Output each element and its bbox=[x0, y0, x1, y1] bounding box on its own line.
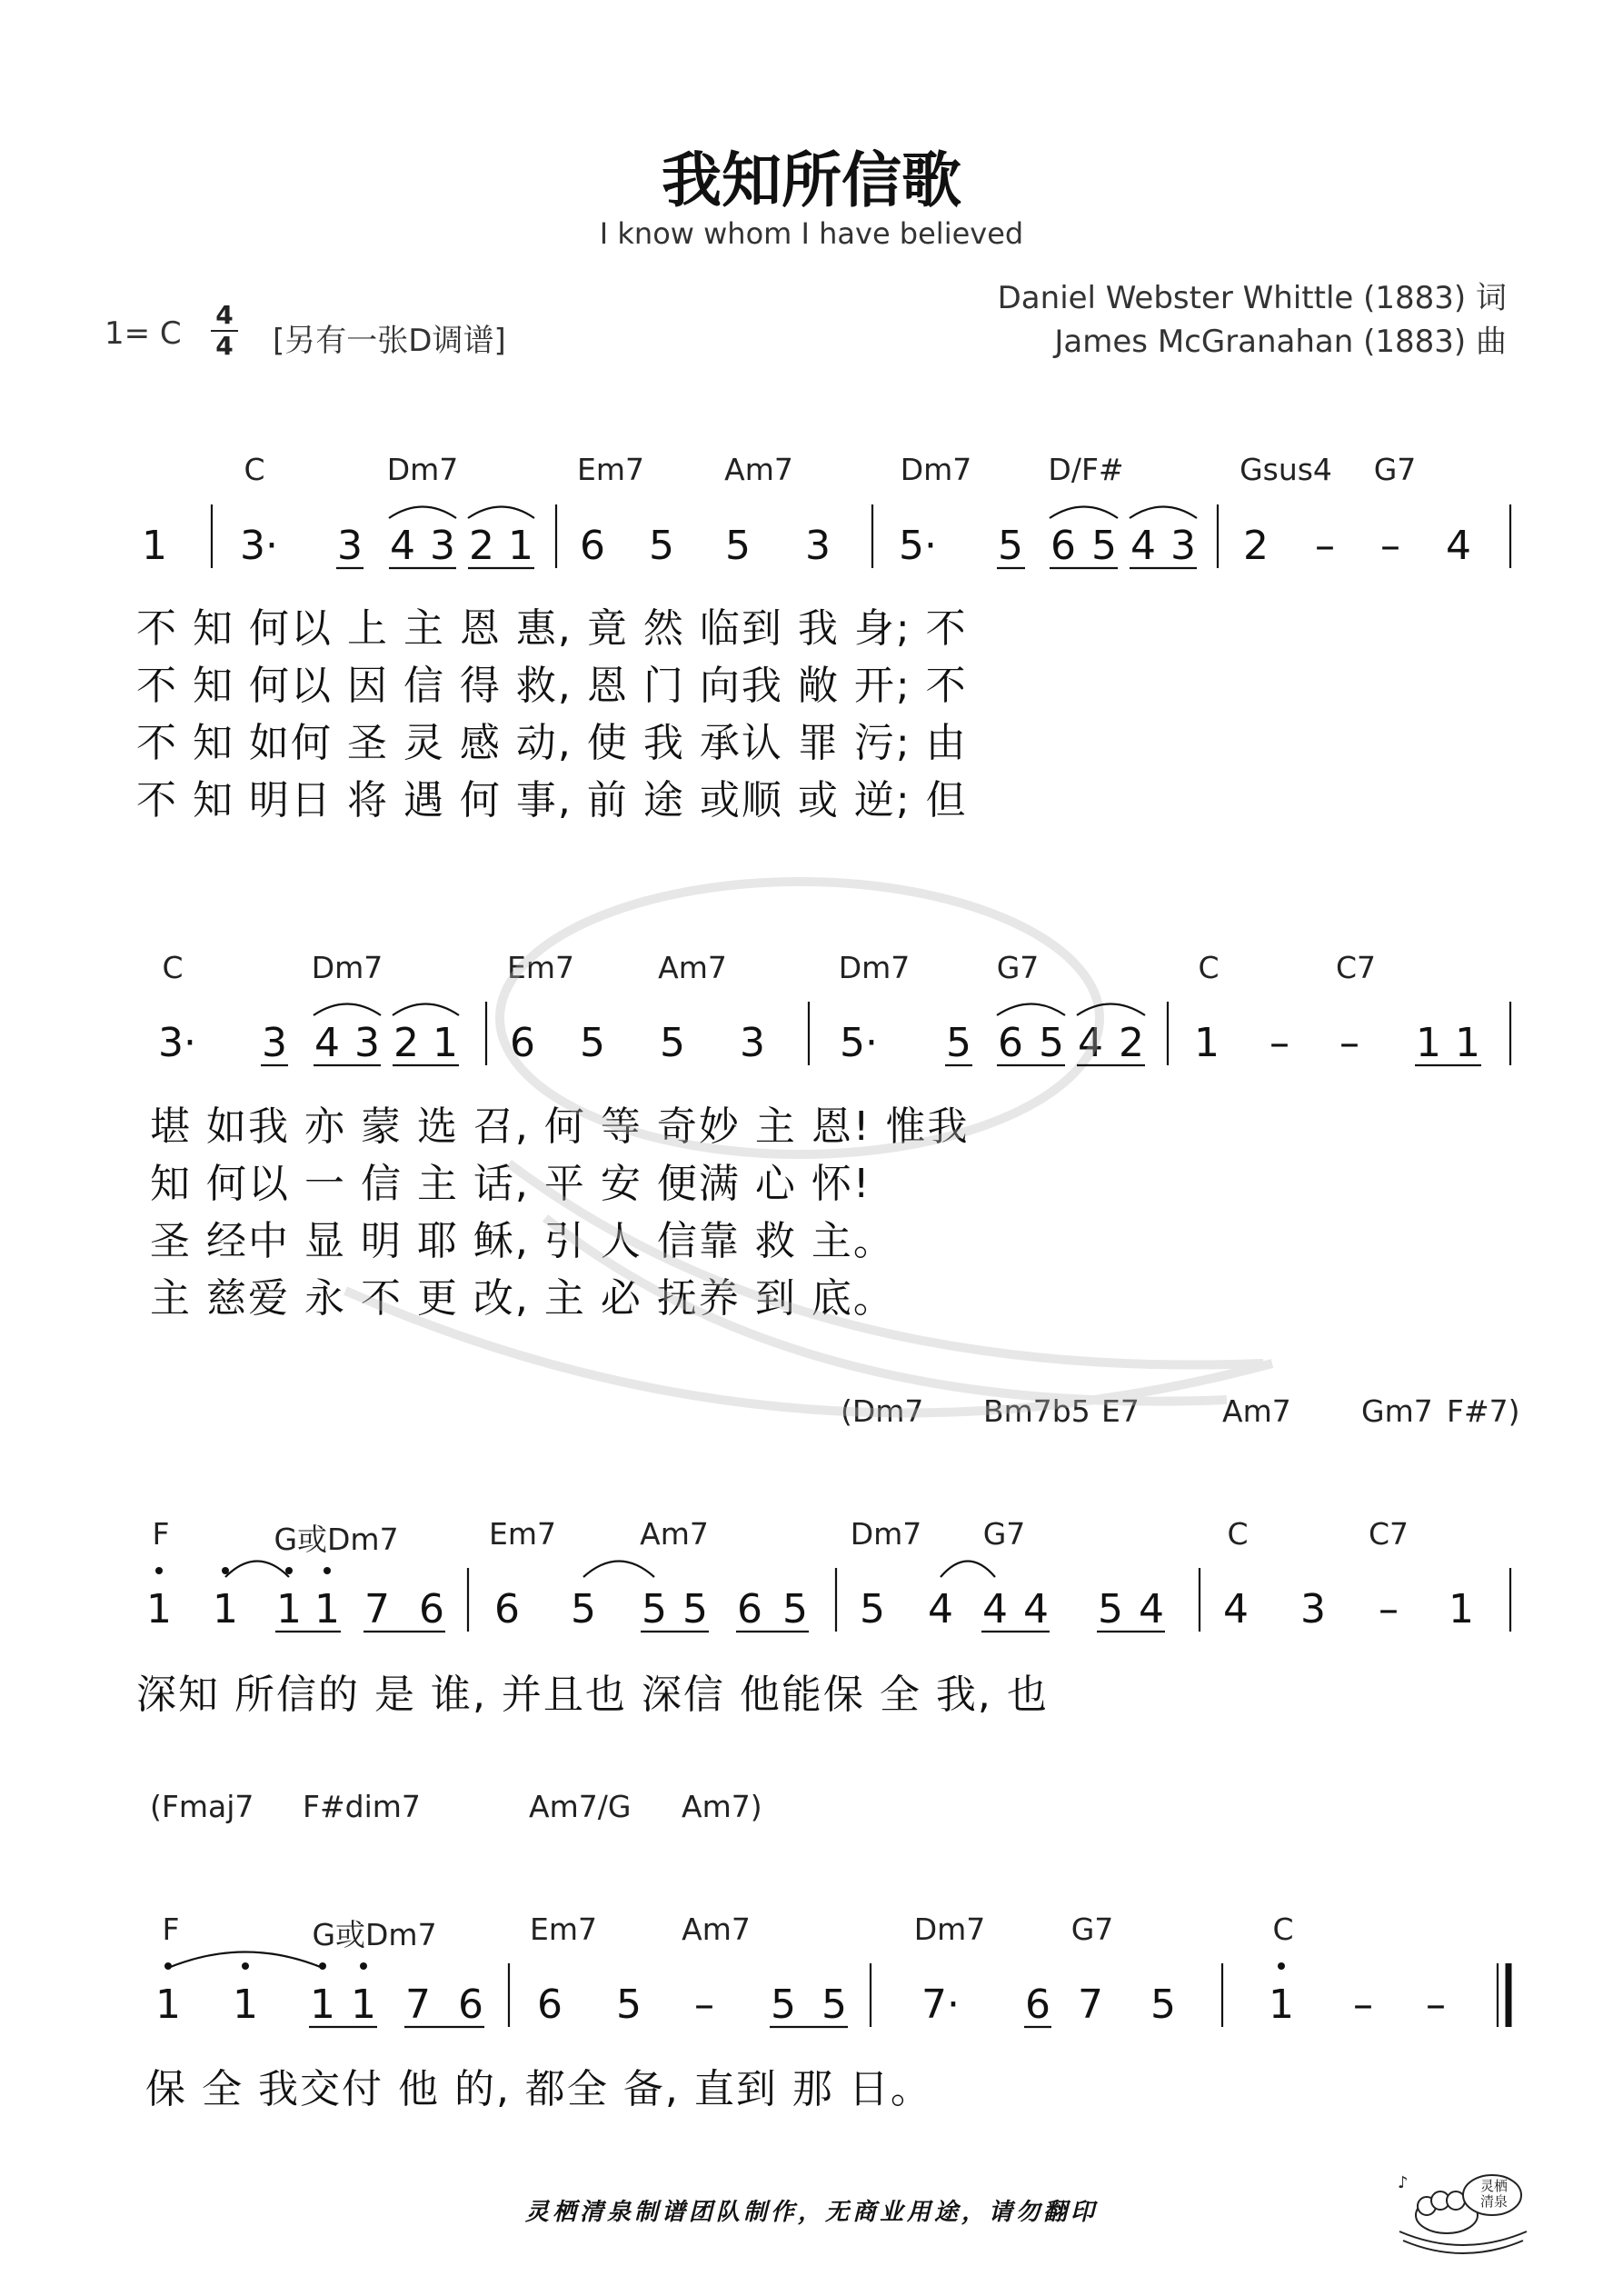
note: 1 bbox=[310, 1982, 335, 2028]
lyric-verse-3: 圣 经中 显 明 耶 稣, 引 人 信靠 救 主。 bbox=[150, 1218, 895, 1264]
note: 1 bbox=[433, 1020, 458, 1066]
note: 1 bbox=[213, 1586, 238, 1632]
note: 5 bbox=[616, 1982, 642, 2028]
lyric-chorus: 深知 所信的 是 谁, 并且也 深信 他能保 全 我, 也 bbox=[136, 1672, 1049, 1718]
note: 3 bbox=[354, 1020, 380, 1066]
note: 5 bbox=[571, 1586, 596, 1632]
chord: Em7 bbox=[577, 452, 644, 487]
note: 4 bbox=[390, 523, 415, 569]
chord: D/F# bbox=[1048, 452, 1124, 487]
note: 7 bbox=[1078, 1982, 1103, 2028]
note: 6 bbox=[458, 1982, 483, 2028]
chord: G7 bbox=[1373, 452, 1417, 487]
alternate-chord: Gm7 bbox=[1361, 1393, 1433, 1429]
note: 3 bbox=[1170, 523, 1196, 569]
alternate-chord: (Dm7 bbox=[841, 1393, 924, 1429]
note: 4 bbox=[928, 1586, 953, 1632]
chord: Am7 bbox=[724, 452, 793, 487]
chord: Dm7 bbox=[311, 950, 383, 985]
alternate-key-note: [另有一张D调谱] bbox=[273, 323, 506, 359]
lyric-verse-2: 不 知 何以 因 信 得 救, 恩 门 向我 敞 开; 不 bbox=[136, 663, 968, 709]
note: 5 bbox=[682, 1586, 708, 1632]
note: 3 bbox=[740, 1020, 765, 1066]
note: 1 bbox=[146, 1586, 172, 1632]
lyric-verse-1: 堪 如我 亦 蒙 选 召, 何 等 奇妙 主 恩! 惟我 bbox=[150, 1103, 970, 1150]
lyric-verse-2: 知 何以 一 信 主 话, 平 安 便满 心 怀! bbox=[150, 1161, 871, 1207]
note: 5 bbox=[580, 1020, 605, 1066]
note: 6 bbox=[537, 1982, 563, 2028]
note: 3 bbox=[337, 523, 363, 569]
note: – bbox=[1379, 1586, 1399, 1632]
note: 3 bbox=[430, 523, 455, 569]
note: 4 bbox=[1223, 1586, 1249, 1632]
chord: Gsus4 bbox=[1240, 452, 1332, 487]
bar-lines bbox=[212, 504, 1510, 2027]
note: 1 bbox=[1416, 1020, 1441, 1066]
note: 4 bbox=[1023, 1586, 1049, 1632]
note: 3· bbox=[158, 1020, 196, 1066]
note: 1 bbox=[314, 1586, 340, 1632]
note: 5 bbox=[649, 523, 674, 569]
song-subtitle: I know whom I have believed bbox=[599, 216, 1024, 251]
ties-and-underlines bbox=[168, 507, 1481, 2028]
chord: Em7 bbox=[489, 1516, 556, 1552]
alternate-chord: Am7 bbox=[1222, 1393, 1291, 1429]
time-signature-top: 4 bbox=[215, 300, 234, 330]
logo-text: 灵栖清泉 bbox=[1479, 2178, 1508, 2210]
chord: Em7 bbox=[530, 1912, 597, 1947]
octave-dots bbox=[155, 1567, 1285, 1970]
alternate-chord: Bm7b5 bbox=[983, 1393, 1090, 1429]
note: – bbox=[694, 1982, 714, 2028]
lyric-verse-1: 不 知 何以 上 主 恩 惠, 竟 然 临到 我 身; 不 bbox=[136, 605, 968, 652]
lyric-verse-3: 不 知 如何 圣 灵 感 动, 使 我 承认 罪 污; 由 bbox=[136, 720, 968, 766]
lyric-verse-4: 不 知 明日 将 遇 何 事, 前 途 或顺 或 逆; 但 bbox=[136, 777, 968, 824]
note: 7· bbox=[921, 1982, 960, 2028]
alternate-chord: E7 bbox=[1101, 1393, 1140, 1429]
chord: C bbox=[1272, 1912, 1294, 1947]
note: 6 bbox=[580, 523, 605, 569]
note: – bbox=[1380, 523, 1400, 569]
chord: F bbox=[162, 1912, 180, 1947]
chord: G或Dm7 bbox=[274, 1522, 399, 1557]
note: 6 bbox=[494, 1586, 520, 1632]
alternate-chord: F#7) bbox=[1447, 1393, 1520, 1429]
chord: G7 bbox=[996, 950, 1040, 985]
time-signature-bottom: 4 bbox=[215, 331, 234, 361]
note: – bbox=[1315, 523, 1335, 569]
watermark bbox=[345, 882, 1272, 1413]
note: 1 bbox=[1269, 1982, 1294, 2028]
chord: C bbox=[162, 950, 184, 985]
note: 1 bbox=[233, 1982, 258, 2028]
chord: Em7 bbox=[507, 950, 574, 985]
note: 5· bbox=[840, 1020, 878, 1066]
note: 1 bbox=[1194, 1020, 1220, 1066]
note: 6 bbox=[998, 1020, 1023, 1066]
footer-copyright: 灵栖清泉制谱团队制作，无商业用途，请勿翻印 bbox=[524, 2199, 1098, 2226]
note: 6 bbox=[1025, 1982, 1050, 2028]
note: 4 bbox=[1078, 1020, 1103, 1066]
note: 5 bbox=[821, 1982, 847, 2028]
note: 3 bbox=[262, 1020, 287, 1066]
note: 1 bbox=[276, 1586, 302, 1632]
note: – bbox=[1339, 1020, 1359, 1066]
note: 1 bbox=[508, 523, 533, 569]
chord: Am7 bbox=[640, 1516, 709, 1552]
note: 5 bbox=[771, 1982, 796, 2028]
note: 4 bbox=[1446, 523, 1471, 569]
note: 5 bbox=[946, 1020, 971, 1066]
note: 5· bbox=[899, 523, 937, 569]
chord: C7 bbox=[1335, 950, 1377, 985]
note: 5 bbox=[1039, 1020, 1064, 1066]
note: 2 bbox=[393, 1020, 419, 1066]
note: 4 bbox=[982, 1586, 1008, 1632]
lyric-chorus-end: 保 全 我交付 他 的, 都全 备, 直到 那 日。 bbox=[145, 2066, 932, 2112]
note: 1 bbox=[142, 523, 167, 569]
chord: G或Dm7 bbox=[312, 1917, 437, 1952]
note: 1 bbox=[1449, 1586, 1474, 1632]
note: – bbox=[1270, 1020, 1289, 1066]
lyricist-credit: Daniel Webster Whittle (1883) 词 bbox=[997, 280, 1507, 316]
svg-text:♪: ♪ bbox=[1398, 2173, 1409, 2192]
alternate-chord: Am7) bbox=[682, 1789, 762, 1824]
note: 5 bbox=[1091, 523, 1117, 569]
chord: C bbox=[244, 452, 265, 487]
note: 2 bbox=[1119, 1020, 1144, 1066]
note: 5 bbox=[642, 1586, 667, 1632]
lyric-verse-4: 主 慈爱 永 不 更 改, 主 必 抚养 到 底。 bbox=[150, 1275, 895, 1322]
chord: G7 bbox=[1070, 1912, 1114, 1947]
chord: C7 bbox=[1368, 1516, 1409, 1552]
chord: G7 bbox=[982, 1516, 1026, 1552]
alternate-chord: (Fmaj7 bbox=[150, 1789, 254, 1824]
composer-credit: James McGranahan (1883) 曲 bbox=[1054, 324, 1507, 360]
chord: C bbox=[1198, 950, 1220, 985]
note: 2 bbox=[1243, 523, 1269, 569]
chord: Dm7 bbox=[900, 452, 972, 487]
chord: Am7 bbox=[658, 950, 727, 985]
note: – bbox=[1353, 1982, 1373, 2028]
note: 3 bbox=[805, 523, 831, 569]
alternate-chord: Am7/G bbox=[529, 1789, 632, 1824]
chord: Dm7 bbox=[850, 1516, 922, 1552]
chord: Dm7 bbox=[838, 950, 911, 985]
note: 1 bbox=[1455, 1020, 1480, 1066]
note: 2 bbox=[469, 523, 494, 569]
note: 7 bbox=[405, 1982, 431, 2028]
note: 5 bbox=[782, 1586, 808, 1632]
note: 1 bbox=[351, 1982, 376, 2028]
note: 5 bbox=[860, 1586, 885, 1632]
note: 6 bbox=[510, 1020, 535, 1066]
note: 7 bbox=[364, 1586, 390, 1632]
note: 3 bbox=[1300, 1586, 1326, 1632]
key-signature: 1= C bbox=[105, 315, 182, 352]
note: 5 bbox=[1098, 1586, 1123, 1632]
note: 4 bbox=[1130, 523, 1156, 569]
note: 6 bbox=[1050, 523, 1076, 569]
chord: Dm7 bbox=[386, 452, 459, 487]
song-title: 我知所信歌 bbox=[662, 145, 961, 215]
chord: C bbox=[1227, 1516, 1249, 1552]
note: 4 bbox=[314, 1020, 340, 1066]
note: 1 bbox=[155, 1982, 181, 2028]
note: 5 bbox=[1150, 1982, 1176, 2028]
chord: Dm7 bbox=[913, 1912, 986, 1947]
note: 5 bbox=[998, 523, 1023, 569]
note: 3· bbox=[240, 523, 278, 569]
note: 4 bbox=[1139, 1586, 1164, 1632]
note: 6 bbox=[737, 1586, 762, 1632]
note: 5 bbox=[660, 1020, 685, 1066]
note: 5 bbox=[725, 523, 751, 569]
chord: F bbox=[152, 1516, 170, 1552]
note: – bbox=[1426, 1982, 1446, 2028]
note: 6 bbox=[419, 1586, 444, 1632]
chord: Am7 bbox=[682, 1912, 751, 1947]
alternate-chord: F#dim7 bbox=[303, 1789, 421, 1824]
